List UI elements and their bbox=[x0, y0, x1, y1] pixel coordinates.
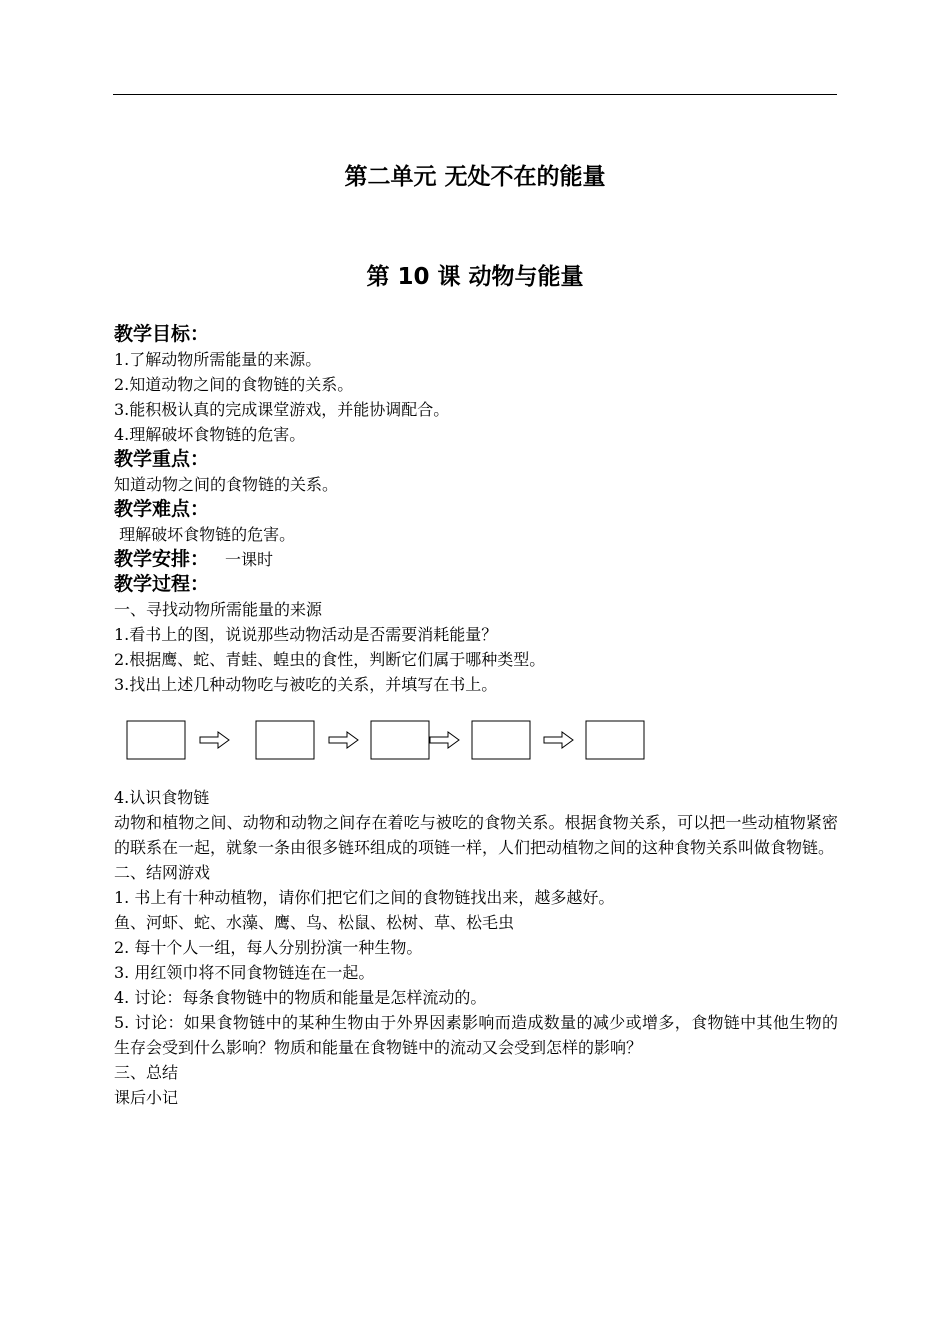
part2-item-4: 4. 讨论：每条食物链中的物质和能量是怎样流动的。 bbox=[114, 988, 487, 1007]
chain-box-2 bbox=[256, 721, 314, 759]
chain-box-5 bbox=[586, 721, 644, 759]
objective-item: 4.理解破坏食物链的危害。 bbox=[114, 425, 306, 444]
process-continued bbox=[114, 785, 838, 1110]
part1-item: 2.根据鹰、蛇、青蛙、蝗虫的食性，判断它们属于哪种类型。 bbox=[114, 650, 546, 669]
objectives-section bbox=[114, 322, 838, 697]
arrangement-text: 一课时 bbox=[225, 550, 274, 569]
part3-title: 三、总结 bbox=[114, 1063, 179, 1082]
food-chain-diagram bbox=[114, 710, 674, 770]
key-point-text: 知道动物之间的食物链的关系。 bbox=[114, 475, 339, 494]
item4-title: 4.认识食物链 bbox=[114, 788, 210, 807]
chain-arrow-4-icon bbox=[544, 732, 573, 748]
part2-item-2: 2. 每十个人一组，每人分别扮演一种生物。 bbox=[114, 938, 423, 957]
chain-box-3 bbox=[371, 721, 429, 759]
difficulty-heading: 教学难点： bbox=[114, 498, 210, 520]
objective-item: 2.知道动物之间的食物链的关系。 bbox=[114, 375, 354, 394]
after-class-notes: 课后小记 bbox=[114, 1088, 179, 1107]
process-heading: 教学过程： bbox=[114, 573, 210, 595]
part2-title: 二、结网游戏 bbox=[114, 863, 211, 882]
difficulty-text: 理解破坏食物链的危害。 bbox=[114, 525, 296, 544]
part2-species-list: 鱼、河虾、蛇、水藻、鹰、鸟、松鼠、松树、草、松毛虫 bbox=[114, 913, 515, 932]
part1-title: 一、寻找动物所需能量的来源 bbox=[114, 600, 323, 619]
objective-item: 3.能积极认真的完成课堂游戏，并能协调配合。 bbox=[114, 400, 450, 419]
chain-arrow-1-icon bbox=[200, 732, 229, 748]
key-point-heading: 教学重点： bbox=[114, 448, 210, 470]
objective-item: 1.了解动物所需能量的来源。 bbox=[114, 350, 322, 369]
arrangement-row bbox=[114, 547, 838, 572]
chain-arrow-2-icon bbox=[329, 732, 358, 748]
item4-text: 动物和植物之间、动物和动物之间存在着吃与被吃的食物关系。根据食物关系，可以把一些动植物紧密的联系在一起，就象一条由很多链环组成的项链一样，人们把动植物之间的这种食物关系叫做食物链。 bbox=[114, 813, 838, 857]
part2-item-5: 5. 讨论：如果食物链中的某种生物由于外界因素影响而造成数量的减少或增多，食物链中其他生物的生存会受到什么影响？物质和能量在食物链中的流动又会受到怎样的影响？ bbox=[114, 1013, 838, 1057]
chain-box-1 bbox=[127, 721, 185, 759]
chain-arrow-3-icon bbox=[430, 732, 459, 748]
part1-item: 1.看书上的图，说说那些动物活动是否需要消耗能量？ bbox=[114, 625, 498, 644]
part1-item: 3.找出上述几种动物吃与被吃的关系，并填写在书上。 bbox=[114, 675, 498, 694]
part2-item-1: 1. 书上有十种动植物，请你们把它们之间的食物链找出来，越多越好。 bbox=[114, 888, 615, 907]
part2-item-3: 3. 用红领巾将不同食物链连在一起。 bbox=[114, 963, 375, 982]
lesson-title: 第 10 课 动物与能量 bbox=[366, 264, 584, 290]
unit-title: 第二单元 无处不在的能量 bbox=[344, 164, 606, 190]
food-chain-svg bbox=[114, 710, 674, 770]
objectives-heading: 教学目标： bbox=[114, 323, 210, 345]
header-rule bbox=[113, 94, 837, 95]
chain-box-4 bbox=[472, 721, 530, 759]
arrangement-heading: 教学安排： bbox=[114, 548, 210, 570]
